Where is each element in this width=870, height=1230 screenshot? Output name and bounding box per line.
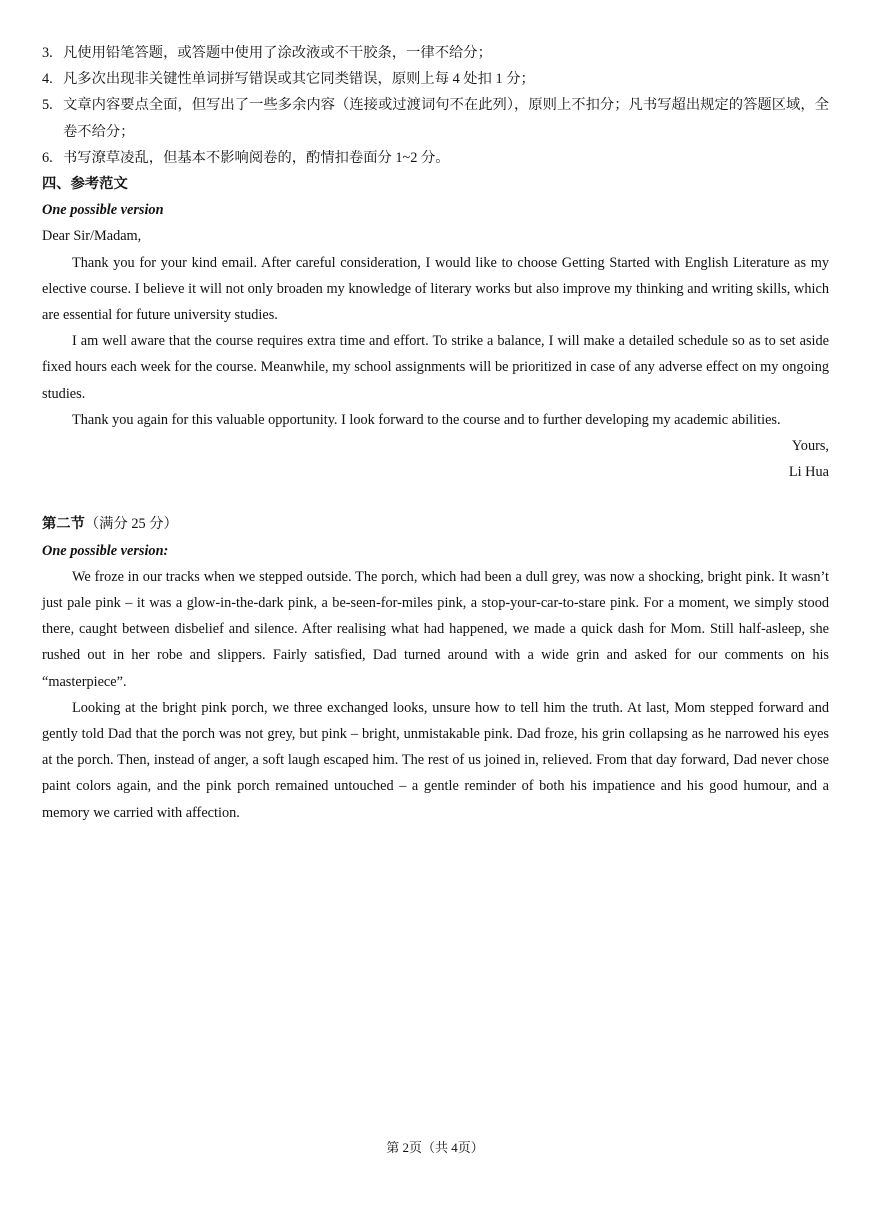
section-spacer [42, 485, 829, 511]
rule-item [42, 92, 829, 144]
section-heading [42, 511, 829, 537]
letter-paragraph: Thank you for your kind email. After careful consideration, I would like to choose Getting Started with English Literature as my elective course. I believe it will not only broaden my knowledge of literary works but also improve my thinking and writing skills, which are essential for future university studies. [42, 254, 829, 324]
scoring-rules [42, 40, 829, 171]
sample-essay-section [42, 171, 829, 485]
letter-signature: Li Hua [788, 464, 829, 481]
page-footer: 第 2页（共 4页） [386, 1140, 484, 1155]
rule-item [42, 145, 829, 171]
rule-item [42, 40, 829, 66]
rule-text: 凡使用铅笔答题，或答题中使用了涂改液或不干胶条，一律不给分； [63, 45, 492, 61]
rule-number: 5. [42, 97, 53, 114]
rule-text: 文章内容要点全面，但写出了一些多余内容（连接或过渡词句不在此列），原则上不扣分；凡书写超出规定的答题区域，全卷不给分； [63, 97, 829, 140]
rule-number: 4. [42, 71, 53, 88]
rule-text: 书写潦草凌乱，但基本不影响阅卷的，酌情扣卷面分 1~2 分。 [63, 149, 450, 166]
letter-paragraph: Thank you again for this valuable opportunity. I look forward to the course and to further developing my academic abilities. [72, 411, 781, 428]
document-page [42, 40, 829, 826]
section-heading: 四、参考范文 [42, 176, 128, 193]
rule-number: 6. [42, 149, 53, 166]
continuation-writing-section [42, 511, 829, 825]
story-paragraph: We froze in our tracks when we stepped outside. The porch, which had been a dull grey, was now a shocking, bright pink. It wasn’t just pale pink – it was a glow-in-the-dark pink, a be-seen-for-miles pink, a stop-your-car-to-stare pink. For a moment, we simply stood there, caught between disbelief and silence. After realising what had happened, we made a quick dash for Mom. Still half-asleep, she rushed out in her robe and slippers. Fairly satisfied, Dad turned around with a wide grin and asked for our comments on his “masterpiece”. [42, 568, 829, 690]
rule-text: 凡多次出现非关键性单词拼写错误或其它同类错误，原则上每 4 处扣 1 分； [63, 71, 535, 88]
section-title: 第二节 [42, 516, 85, 533]
section-points: （满分 25 分） [84, 516, 178, 533]
rule-number: 3. [42, 45, 53, 61]
letter-salutation: Dear Sir/Madam, [42, 228, 142, 245]
version-label: One possible version [42, 202, 164, 219]
letter-paragraph: I am well aware that the course requires extra time and effort. To strike a balance, I will make a detailed schedule so as to set aside fixed hours each week for the course. Meanwhile, my school assignments will be prioritized in case of any adverse effect on my ongoing studies. [42, 333, 829, 402]
version-label: One possible version: [42, 542, 169, 559]
rule-item [42, 66, 829, 92]
story-paragraph: Looking at the bright pink porch, we three exchanged looks, unsure how to tell him the truth. At last, Mom stepped forward and gently told Dad that the porch was not grey, but pink – bright, unmistakable pink. Dad froze, his grin collapsing as he narrowed his eyes at the porch. Then, instead of anger, a soft laugh escaped him. The rest of us joined in, relieved. From that day forward, Dad never chose paint colors again, and the pink porch remained untouched – a gentle reminder of both his impatience and his good humour, and a memory we carried with affection. [42, 699, 829, 821]
letter-closing: Yours, [791, 438, 829, 455]
